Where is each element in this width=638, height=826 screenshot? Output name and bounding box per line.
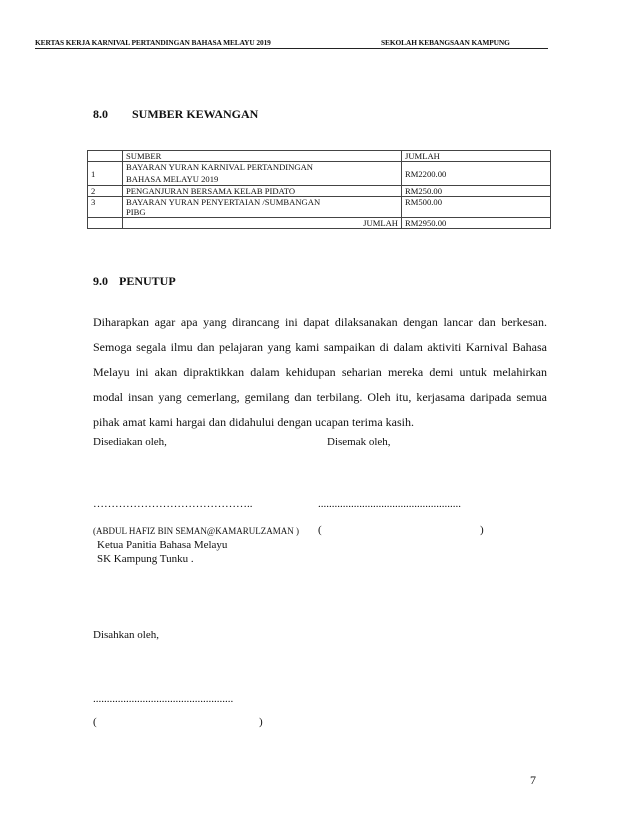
signature-line-left: …………………………………….. <box>93 498 253 510</box>
signature-line-right: .................................................... <box>318 498 461 510</box>
prepared-by-label: Disediakan oleh, <box>93 436 167 448</box>
table-row <box>88 186 551 197</box>
table-header-row <box>88 151 551 162</box>
table-cell-sumber <box>123 197 402 218</box>
table-cell-sumber-line2: BAHASA MELAYU 2019 <box>126 174 219 184</box>
table-total-label: JUMLAH <box>123 218 402 229</box>
table-cell-jumlah: RM2200.00 <box>402 162 551 186</box>
table-cell-no: 2 <box>88 186 123 197</box>
table-cell <box>88 151 123 162</box>
table-cell <box>88 218 123 229</box>
preparer-school: SK Kampung Tunku . <box>97 553 194 565</box>
table-total-row <box>88 218 551 229</box>
section9-title: PENUTUP <box>119 274 176 288</box>
approved-by-label: Disahkan oleh, <box>93 629 159 641</box>
section8-number: 8.0 <box>93 107 108 121</box>
reviewer-name-open: ( <box>318 524 322 536</box>
table-total-value: RM2950.00 <box>402 218 551 229</box>
table-cell-no: 3 <box>88 197 123 218</box>
table-cell-sumber-line1: BAYARAN YURAN KARNIVAL PERTANDINGAN <box>126 162 313 172</box>
preparer-position: Ketua Panitia Bahasa Melayu <box>97 539 228 551</box>
table-row <box>88 162 551 186</box>
table-header-jumlah: JUMLAH <box>402 151 551 162</box>
table-cell-jumlah: RM250.00 <box>402 186 551 197</box>
section9-number: 9.0 <box>93 274 108 288</box>
preparer-name: (ABDUL HAFIZ BIN SEMAN@KAMARULZAMAN ) <box>93 526 299 536</box>
table-cell-no: 1 <box>88 162 123 186</box>
approver-name-open: ( <box>93 716 97 728</box>
reviewer-name-close: ) <box>480 524 484 536</box>
header-document-title: KERTAS KERJA KARNIVAL PERTANDINGAN BAHASA MELAYU 2019 <box>35 38 271 47</box>
funding-table <box>87 150 551 229</box>
table-cell-sumber-line2: PIBG <box>126 207 146 217</box>
approver-name-close: ) <box>259 716 263 728</box>
table-cell-sumber: PENGANJURAN BERSAMA KELAB PIDATO <box>123 186 402 197</box>
table-cell-jumlah: RM500.00 <box>402 197 551 218</box>
table-row <box>88 197 551 218</box>
header-rule <box>35 48 548 49</box>
header-school-name: SEKOLAH KEBANGSAAN KAMPUNG <box>381 38 510 47</box>
page-number: 7 <box>530 773 536 787</box>
signature-line-bottom: ................................................... <box>93 693 234 705</box>
table-header-sumber: SUMBER <box>123 151 402 162</box>
table-cell-sumber <box>123 162 402 186</box>
table-cell-sumber-line1: BAYARAN YURAN PENYERTAIAN /SUMBANGAN <box>126 197 321 207</box>
closing-paragraph: Diharapkan agar apa yang dirancang ini dapat dilaksanakan dengan lancar dan berkesan. Semoga segala ilmu dan pelajaran yang kami sampaikan di dalam aktiviti Karnival Bahasa Melayu ini akan dipraktikkan dalam kehidupan seharian mereka demi untuk melahirkan modal insan yang cemerlang, gemilang dan terbilang. Oleh itu, kerjasama daripada semua pihak amat kami hargai dan didahului dengan ucapan terima kasih. <box>93 315 547 429</box>
section8-title: SUMBER KEWANGAN <box>132 107 259 121</box>
reviewed-by-label: Disemak oleh, <box>327 436 391 448</box>
